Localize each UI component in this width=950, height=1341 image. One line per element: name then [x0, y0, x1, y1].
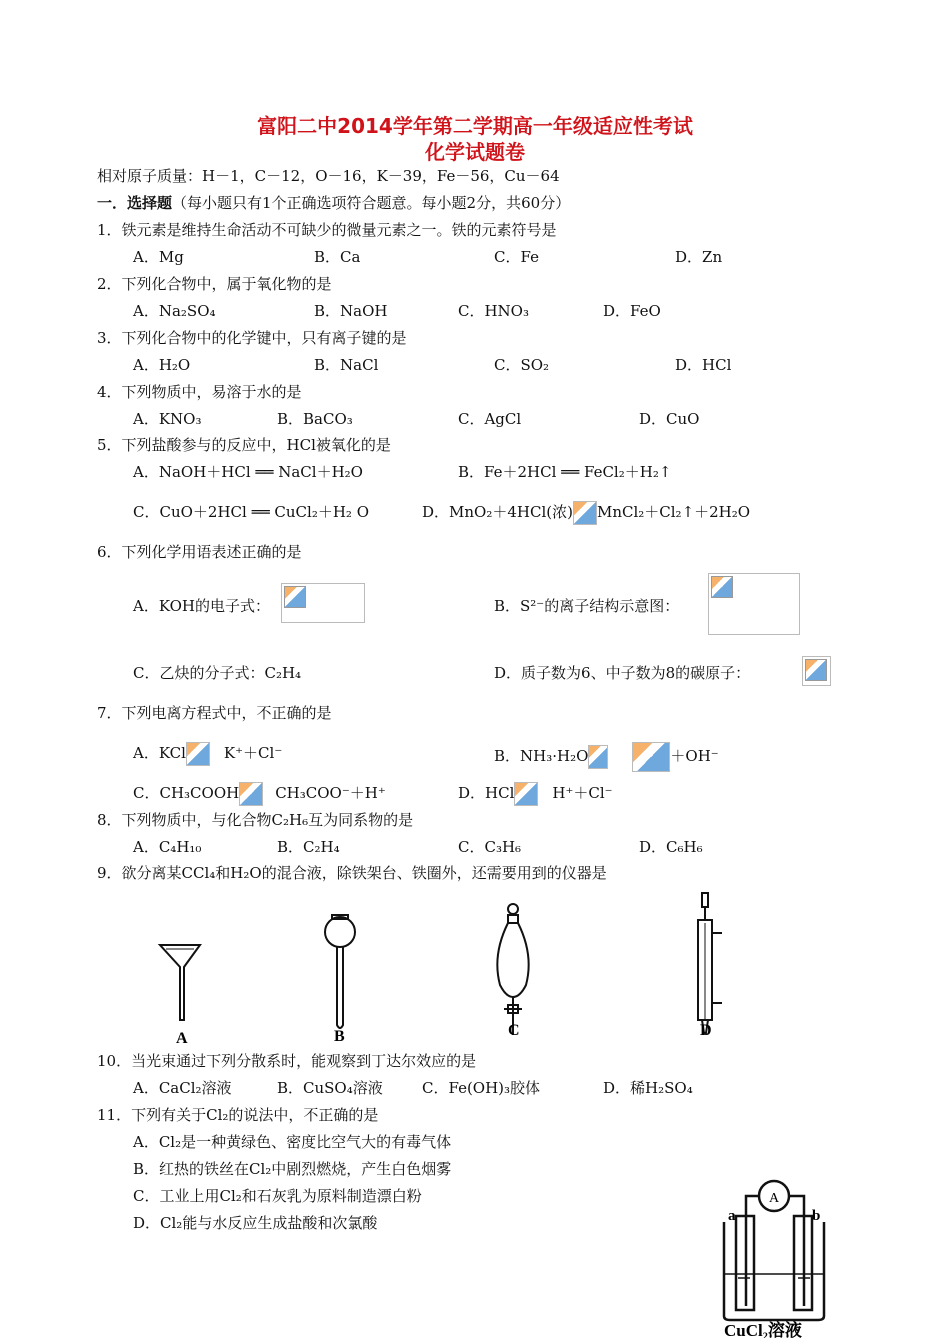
long-neck-flask-drawing	[325, 915, 355, 1028]
q5-option-d-right: MnCl₂＋Cl₂↑＋2H₂O	[596, 503, 751, 521]
carbon-isotope-image	[802, 656, 831, 686]
koh-electron-formula-image	[281, 583, 365, 623]
broken-image-icon	[239, 782, 263, 806]
q3-stem: 3．下列化合物中的化学键中，只有离子键的是	[97, 329, 407, 347]
q1-option-d: D．Zn	[675, 248, 723, 266]
q6-option-c: C．乙炔的分子式：C₂H₄	[133, 664, 302, 682]
q4-stem: 4．下列物质中，易溶于水的是	[97, 383, 302, 401]
q11-stem: 11．下列有关于Cl₂的说法中，不正确的是	[97, 1106, 379, 1124]
q3-option-a: A．H₂O	[133, 356, 191, 374]
q11-option-c: C．工业上用Cl₂和石灰乳为原料制造漂白粉	[133, 1187, 422, 1205]
q11-option-b: B．红热的铁丝在Cl₂中剧烈燃烧，产生白色烟雾	[133, 1160, 452, 1178]
q9-label-c: C	[508, 1022, 520, 1039]
q10-option-a: A．CaCl₂溶液	[133, 1079, 232, 1097]
broken-image-icon	[632, 742, 670, 772]
condenser-drawing	[698, 893, 722, 1033]
q8-option-c: C．C₃H₆	[458, 838, 522, 856]
atomic-mass-line: 相对原子质量：H－1，C－12，O－16，K－39，Fe－56，Cu－64	[97, 167, 560, 185]
q6-stem: 6．下列化学用语表述正确的是	[97, 543, 302, 561]
q9-label-b: B	[334, 1028, 345, 1045]
q3-option-d: D．HCl	[675, 356, 732, 374]
q5-option-c: C．CuO＋2HCl ══ CuCl₂＋H₂ O	[133, 503, 369, 521]
q8-stem: 8．下列物质中，与化合物C₂H₆互为同系物的是	[97, 811, 414, 829]
q4-option-d: D．CuO	[639, 410, 700, 428]
ammeter-label: A	[769, 1191, 780, 1206]
q11-option-a: A．Cl₂是一种黄绿色、密度比空气大的有毒气体	[133, 1133, 452, 1151]
sulfide-ion-diagram-image	[708, 573, 800, 635]
q5-stem: 5．下列盐酸参与的反应中，HCl被氧化的是	[97, 436, 391, 454]
broken-image-icon	[588, 745, 608, 769]
q7-a-left: A．KCl	[133, 744, 186, 762]
q8-option-a: A．C₄H₁₀	[133, 838, 202, 856]
q6-option-b: B．S²⁻的离子结构示意图：	[494, 597, 680, 615]
q1-stem: 1．铁元素是维持生命活动不可缺少的微量元素之一。铁的元素符号是	[97, 221, 557, 239]
q9-label-a: A	[176, 1030, 188, 1045]
q10-option-d: D．稀H₂SO₄	[603, 1079, 693, 1097]
q2-option-b: B．NaOH	[314, 302, 388, 320]
q4-option-a: A．KNO₃	[133, 410, 202, 428]
section-heading-note: （每小题只有1个正确选项符合题意。每小题2分，共60分）	[172, 194, 571, 212]
q7-option-b	[494, 742, 719, 772]
q5-option-d	[422, 501, 750, 525]
q9-stem: 9．欲分离某CCl₄和H₂O的混合液，除铁架台、铁圈外，还需要用到的仪器是	[97, 864, 607, 882]
q4-option-c: C．AgCl	[458, 410, 522, 428]
q2-option-c: C．HNO₃	[458, 302, 529, 320]
exam-title: 富阳二中2014学年第二学期高一年级适应性考试	[257, 114, 693, 138]
q7-b-left: B．NH₃·H₂O	[494, 747, 589, 765]
q7-c-right: CH₃COO⁻＋H⁺	[275, 784, 386, 802]
q3-option-b: B．NaCl	[314, 356, 379, 374]
q2-option-d: D．FeO	[603, 302, 661, 320]
q1-option-a: A．Mg	[133, 248, 184, 266]
q2-stem: 2．下列化合物中，属于氧化物的是	[97, 275, 332, 293]
q7-d-left: D．HCl	[458, 784, 515, 802]
q5-option-b: B．Fe＋2HCl ══ FeCl₂＋H₂↑	[458, 463, 672, 481]
q7-b-right: ＋OH⁻	[670, 747, 719, 765]
exam-subtitle: 化学试题卷	[425, 140, 525, 164]
q1-option-c: C．Fe	[494, 248, 539, 266]
q8-option-b: B．C₂H₄	[277, 838, 340, 856]
q8-option-d: D．C₆H₆	[639, 838, 703, 856]
q3-option-c: C．SO₂	[494, 356, 550, 374]
q9-apparatus-figure	[140, 885, 760, 1045]
q5-option-a: A．NaOH＋HCl ══ NaCl＋H₂O	[133, 463, 363, 481]
separatory-funnel-drawing	[497, 904, 528, 1035]
broken-image-icon	[573, 501, 597, 525]
funnel-drawing	[160, 945, 200, 1020]
broken-image-icon	[186, 742, 210, 766]
q7-option-d	[458, 782, 613, 806]
q6-option-a: A．KOH的电子式：	[133, 597, 271, 615]
section-heading	[97, 192, 570, 213]
q10-option-b: B．CuSO₄溶液	[277, 1079, 383, 1097]
q7-a-right: K⁺＋Cl⁻	[223, 744, 283, 762]
broken-image-icon	[514, 782, 538, 806]
broken-image-icon	[711, 576, 733, 598]
electrolysis-figure	[718, 1178, 830, 1338]
q7-d-right: H⁺＋Cl⁻	[552, 784, 613, 802]
section-heading-label: 一．选择题	[97, 194, 173, 212]
q7-c-left: C．CH₃COOH	[133, 784, 240, 802]
broken-image-icon	[284, 586, 306, 608]
q7-option-c	[133, 782, 386, 806]
q7-option-a	[133, 742, 282, 766]
q6-option-d: D．质子数为6、中子数为8的碳原子：	[494, 664, 751, 682]
electrode-b-label: b	[812, 1208, 821, 1224]
q4-option-b: B．BaCO₃	[277, 410, 353, 428]
q11-option-d: D．Cl₂能与水反应生成盐酸和次氯酸	[133, 1214, 378, 1232]
q1-option-b: B．Ca	[314, 248, 361, 266]
q7-stem: 7．下列电离方程式中，不正确的是	[97, 704, 332, 722]
q2-option-a: A．Na₂SO₄	[133, 302, 216, 320]
electrode-a-label: a	[728, 1208, 736, 1224]
q5-option-d-left: D．MnO₂＋4HCl(浓)	[422, 503, 573, 521]
solution-caption: CuCl₂溶液	[724, 1321, 802, 1338]
q10-option-c: C．Fe(OH)₃胶体	[422, 1079, 541, 1097]
q10-stem: 10．当光束通过下列分散系时，能观察到丁达尔效应的是	[97, 1052, 477, 1070]
broken-image-icon	[805, 659, 827, 681]
q9-label-d: D	[700, 1022, 712, 1039]
